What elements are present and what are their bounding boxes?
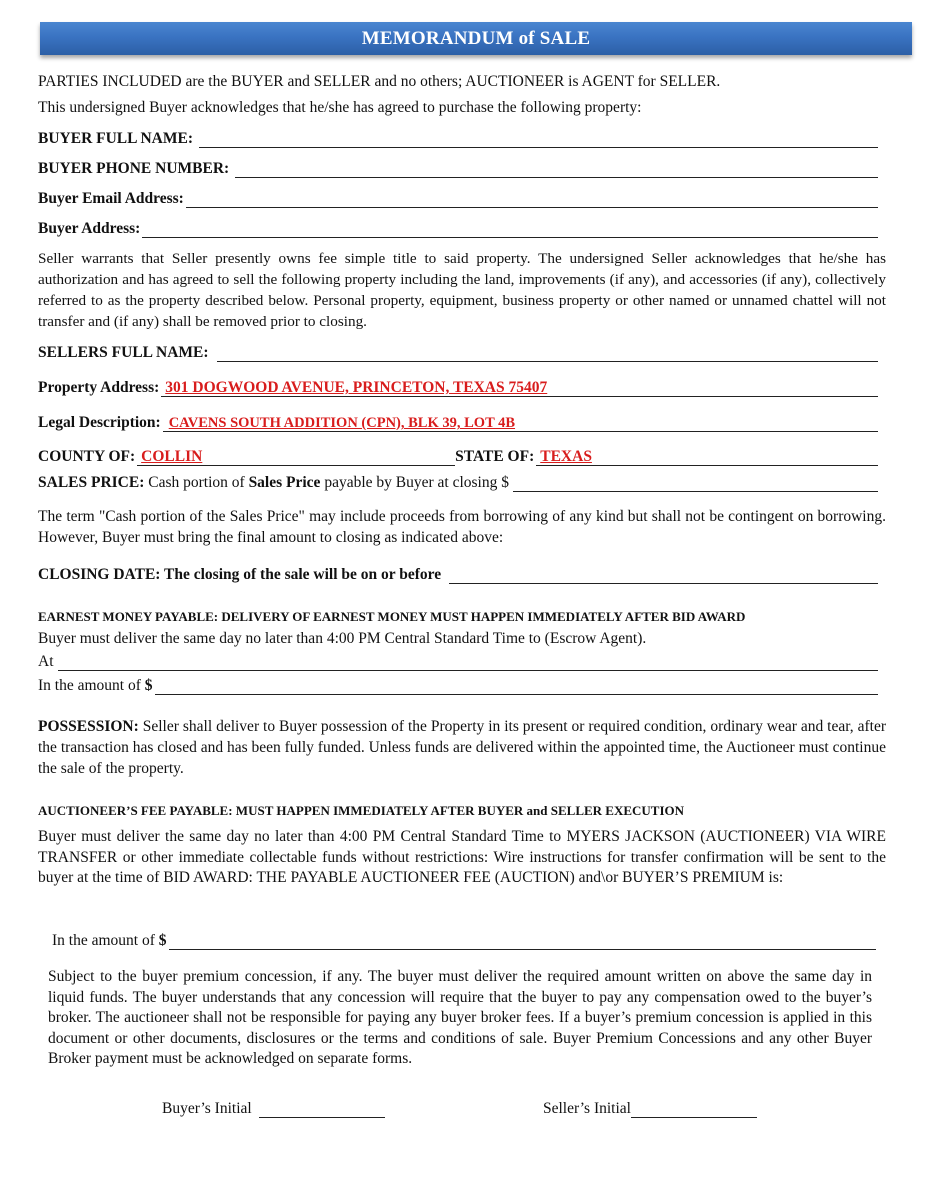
state-value: TEXAS (540, 448, 592, 465)
buyer-initial-row (162, 1100, 385, 1118)
buyer-initial-field[interactable] (259, 1101, 385, 1118)
possession-label: POSSESSION: (38, 718, 139, 735)
property-address-row (38, 379, 878, 397)
sales-price-label: SALES PRICE: (38, 474, 145, 491)
earnest-amount-row: In the amount of $ (38, 677, 878, 695)
seller-initial-field[interactable] (631, 1101, 757, 1118)
auctioneer-amount-field[interactable] (169, 932, 876, 950)
auctioneer-amount-row: In the amount of $ (52, 932, 876, 950)
escrow-at-row (38, 653, 878, 671)
buyer-address-label: Buyer Address: (38, 220, 141, 237)
escrow-at-label: At (38, 653, 54, 670)
legal-description-field[interactable] (163, 414, 878, 432)
possession-paragraph: POSSESSION: Seller shall deliver to Buyer possession of the Property in its present or required condition, ordinary wear and tear, after the transaction has closed and has been fully funded. Unless funds are delivered within the appointed time, the Auctioneer must continue the sale of the property. (38, 718, 886, 777)
buyer-address-field[interactable] (142, 220, 878, 238)
closing-date-label: CLOSING DATE: The closing of the sale will be on or before (38, 566, 442, 583)
legal-description-value: CAVENS SOUTH ADDITION (CPN), BLK 39, LOT 4B (168, 415, 516, 431)
parties-statement: PARTIES INCLUDED are the BUYER and SELLER and no others; AUCTIONEER is AGENT for SELLER. (38, 73, 721, 90)
buyer-phone-row (38, 160, 878, 178)
county-state-row (38, 448, 878, 466)
property-address-value: 301 DOGWOOD AVENUE, PRINCETON, TEXAS 75407 (165, 379, 548, 396)
sales-price-field[interactable] (513, 474, 878, 492)
property-address-field[interactable] (161, 379, 878, 397)
auctioneer-amount-label: In the amount of (52, 932, 159, 949)
buyer-full-name-row (38, 130, 878, 148)
auctioneer-fee-text: Buyer must deliver the same day no later than 4:00 PM Central Standard Time to MYERS JACKSON (AUCTIONEER) VIA WIRE TRANSFER or other immediate collectable funds without restrictions: Wire instructions for transfer confirmation will be sent to the buyer at the time of BID AWARD: THE PAYABLE AUCTIONEER FEE (AUCTION) and\or BUYER’S PREMIUM is: (38, 828, 886, 886)
legal-description-label: Legal Description: (38, 414, 161, 431)
buyer-email-row (38, 190, 878, 208)
sales-price-row: SALES PRICE: Cash portion of Sales Price payable by Buyer at closing $ (38, 474, 878, 492)
state-label: STATE OF: (455, 448, 535, 465)
county-field[interactable] (137, 448, 455, 466)
county-value: COLLIN (141, 448, 203, 465)
seller-initial-label: Seller’s Initial (543, 1100, 631, 1117)
closing-date-row (38, 566, 878, 584)
closing-date-field[interactable] (449, 566, 878, 584)
seller-warranty-paragraph: Seller warrants that Seller presently owns fee simple title to said property. The undersigned Seller acknowledges that he/she has authorization and has agreed to sell the following property including the land, improvements (if any), and accessories (if any), collectively referred to as the property described below. Personal property, equipment, business property or other named or unnamed chattel will not transfer and (if any) shall be removed prior to closing. (38, 250, 886, 330)
page-title: MEMORANDUM of SALE (361, 27, 591, 49)
county-label: COUNTY OF: (38, 448, 136, 465)
buyer-phone-label: BUYER PHONE NUMBER: (38, 160, 230, 177)
buyer-email-label: Buyer Email Address: (38, 190, 184, 207)
escrow-at-field[interactable] (58, 653, 879, 671)
property-address-label: Property Address: (38, 379, 160, 396)
sellers-full-name-row (38, 344, 878, 362)
auctioneer-fee-heading: AUCTIONEER’S FEE PAYABLE: MUST HAPPEN IMMEDIATELY AFTER BUYER and SELLER EXECUTION (38, 803, 685, 818)
legal-description-row (38, 414, 878, 432)
sellers-full-name-label: SELLERS FULL NAME: (38, 344, 209, 361)
earnest-money-heading: EARNEST MONEY PAYABLE: DELIVERY OF EARNEST MONEY MUST HAPPEN IMMEDIATELY AFTER BID AWARD (38, 609, 746, 624)
title-banner (40, 22, 912, 55)
earnest-amount-label: In the amount of (38, 677, 145, 694)
sellers-full-name-field[interactable] (217, 344, 878, 362)
buyer-acknowledgement: This undersigned Buyer acknowledges that he/she has agreed to purchase the following property: (38, 99, 642, 116)
buyer-email-field[interactable] (186, 190, 878, 208)
concession-note: Subject to the buyer premium concession, if any. The buyer must deliver the required amount written on above the same day in liquid funds. The buyer understands that any concession will require that the buyer to pay any compensation owed to the buyer’s broker. The auctioneer shall not be responsible for paying any buyer broker fees. If a buyer’s premium concession is applied in this document or other documents, disclosures or the terms and conditions of sale. Buyer Premium Concessions and any other Buyer Broker payment must be acknowledged on separate forms. (48, 968, 872, 1067)
earnest-money-text: Buyer must deliver the same day no later than 4:00 PM Central Standard Time to (Escrow Agent). (38, 630, 647, 647)
buyer-address-row (38, 220, 878, 238)
buyer-full-name-field[interactable] (199, 130, 878, 148)
cash-portion-note: The term "Cash portion of the Sales Price" may include proceeds from borrowing of any kind but shall not be contingent on borrowing. However, Buyer must bring the final amount to closing as indicated above: (38, 508, 886, 546)
buyer-initial-label: Buyer’s Initial (162, 1100, 252, 1117)
seller-initial-row (543, 1100, 757, 1118)
state-field[interactable] (536, 448, 878, 466)
buyer-full-name-label: BUYER FULL NAME: (38, 130, 194, 147)
earnest-amount-field[interactable] (155, 677, 878, 695)
buyer-phone-field[interactable] (235, 160, 878, 178)
